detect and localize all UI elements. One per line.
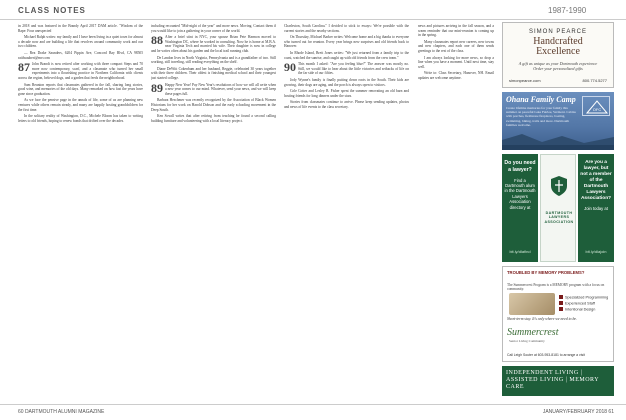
header-bar xyxy=(0,0,626,20)
living-options-banner xyxy=(502,366,614,396)
summercrest-logo: Summercrest xyxy=(507,327,559,338)
class-note: 89 Happy New Year! Pay New Year's resolutions of how we will all write when a new year comes to our mind. Whatever, send your news, and we will keep these pages full. xyxy=(151,80,276,96)
feature-item: Experienced Staff xyxy=(559,301,615,307)
brand-subtitle: Senior Living Community xyxy=(509,339,545,343)
class-note: De Landon lives in North Virginia, Pennsylvania and is a grandfather of two. Still working, still traveling, still reading everything on the shelf. xyxy=(151,55,276,65)
ad-headline: Handcrafted Excellence xyxy=(533,36,583,57)
class-note: Stories from classmates continue to arrive. Please keep sending updates, photos and news of life events to the class secretary. xyxy=(284,100,409,109)
box-text: Do you need a lawyer? Find a Dartmouth alum in the Dartmouth Lawyers Association directory at xyxy=(504,160,536,210)
class-note: Cole Cotter and Lesley B. Fisher spent the summer renovating an old barn and hosting friends for long dinners under the stars. xyxy=(284,89,409,98)
ad-website-link[interactable]: simonpearce.com xyxy=(509,78,541,83)
ad-subtext: The Summercrest Program is a MEMORY program with a focus on community. xyxy=(507,283,605,292)
simon-pearce-ad[interactable] xyxy=(502,22,614,88)
class-note: Diane DeWitt Cokenbum and her husband, Reggie, celebrated 30 years together with their three children. Their oldest is finishing medical school and their youngest just started college. xyxy=(151,66,276,80)
class-note: news and pictures arriving in the fall season, and a warm reminder that our mini-reunion is coming up in the spring. xyxy=(418,24,494,38)
association-name: DARTMOUTH LAWYERS ASSOCIATION xyxy=(544,211,574,224)
ad-headline: TROUBLED BY MEMORY PROBLEMS? xyxy=(507,270,585,275)
section-title: CLASS NOTES xyxy=(18,6,86,15)
page-footer xyxy=(0,404,626,420)
feature-item: Specialized Programming xyxy=(559,295,615,301)
class-year-number: 87 xyxy=(18,60,30,75)
class-note: Michael Ralph writes: my family and I have been living in a quiet town for almost a decade now and are building a life that revolves around community work and our two children. xyxy=(18,35,143,49)
ad-question: Short-term stay. It's only where we need to be. xyxy=(507,317,578,321)
ad-body: Create lifetime memories for your family this summer on peaceful Lake Fairlee, Vermont. Cabins with porches, fieldstone fireplaces, boating, swimming, biking, trails and more. Dartmouth families welcome. xyxy=(506,106,576,127)
column-2 xyxy=(151,24,276,400)
feature-list xyxy=(559,295,615,313)
class-note: On Thursday, Michael Barker writes: Welcome home and a big thanks to everyone who turned out for reunion. Every year brings new surprises and old friends back to Hanover. xyxy=(284,35,409,49)
box-text: Are you a lawyer, but not a member of the Dartmouth Lawyers Association? Join today at xyxy=(580,160,612,211)
footer-right: JANUARY/FEBRUARY 2018 61 xyxy=(542,409,614,415)
years-label: 1987-1990 xyxy=(548,6,587,15)
column-1 xyxy=(18,24,143,400)
column-3 xyxy=(284,24,409,400)
class-note: I am always looking for more news, so drop a line when you have a moment. Until next time, stay well. xyxy=(418,55,494,69)
class-note: Write to: Class Secretary, Hanover, NH. Email updates are welcome anytime. xyxy=(418,71,494,80)
checkbox-icon xyxy=(559,295,563,299)
ad-tagline: A gift as unique as your Dartmouth experience Order your personalized gifts xyxy=(518,61,598,71)
ad-phone: 800.774.5277 xyxy=(582,78,607,83)
checkbox-icon xyxy=(559,307,563,311)
class-note: Many classmates report new careers, new towns and new chapters, and each one of them sends greetings to the rest of the class. xyxy=(418,39,494,53)
lake-landscape-icon xyxy=(502,132,614,150)
feature-item: Intentional Design xyxy=(559,307,615,313)
class-note: 90 This month I asked: "Are you feeling blue?" The answer was mostly no. Still, we would like to hear about the little victories and setbacks of life on the far side of our fifties. xyxy=(284,60,409,76)
class-note: including recounted "Mid-night of the year" and more news. Moving. Contact them if you would like to join a gathering in your corner of the world. xyxy=(151,24,276,33)
class-year-number: 90 xyxy=(284,60,296,75)
find-lawyer-box[interactable] xyxy=(502,154,538,262)
svg-text:OFC: OFC xyxy=(592,107,602,112)
camp-logo-icon xyxy=(582,96,610,116)
class-note: In Rhode Island, Brett Jones writes: "We just returned from a family trip to the coast, watched the sunrise, and caught up with old friends from the crew team." xyxy=(284,50,409,60)
find-lawyer-link[interactable]: bit.ly/dlafind xyxy=(509,249,531,254)
class-note: Ken Sovall writes that after retiring from teaching he found a second calling building furniture and volunteering with a local literacy project. xyxy=(151,114,276,123)
class-note: As we face the pensive page in the annals of life, some of us are planning new ventures while others remain steady, and many are happily hosting grandchildren for the first time. xyxy=(18,98,143,112)
ad-headline: Ohana Family Camp xyxy=(506,95,576,104)
class-year-number: 89 xyxy=(151,80,163,95)
join-association-box[interactable] xyxy=(578,154,614,262)
class-note: 88 After a brief stint in NYC, your spouse Brian Pete Harmon moved to Washington DC, where he worked in consulting. Now he is home at M.B.A. near Virginia Tech and married his wife. Their daughter is now in college and he writes often about his garden and the local trail running club. xyxy=(151,33,276,53)
ad-photo xyxy=(509,293,555,315)
summercrest-ad[interactable] xyxy=(502,266,614,362)
class-note: Sam Reunion reports that classmates gathered in the fall, sharing long stories, good wine, and memories of the old days. Many remarked on how fast the years have gone since graduation. xyxy=(18,82,143,96)
checkbox-icon xyxy=(559,301,563,305)
ad-brand: SIMON PEARCE xyxy=(528,29,587,35)
class-year-number: 88 xyxy=(151,33,163,48)
class-note: 87 John Brandt is now retired after working with three compact Steps and 70 more now contemporary, scarf, and a classmate who turned her small experiments into a flourishing practice in Northern California with clients across the region, beloved dogs, and a garden that feeds the neighborhood. xyxy=(18,60,143,80)
class-note: — Rea Drake Saunders, 6204 Pippin Ave, Concord Bay Blvd, CA 98505 raithsaubert@me.com xyxy=(18,50,143,60)
class-note: Barbara Heschmer was recently recognized by the Association of Black Women Historians for her work on Harold Dobson and the early schooling movement in the Deep South. xyxy=(151,98,276,112)
shield-icon xyxy=(550,175,568,197)
class-note: in 2018 and was featured in the Brandy April 2017 DAM article. "Wisdom of the Rape: Four unexpected xyxy=(18,24,143,33)
class-note: Jody Wynne's family is finally putting down roots in the South. Their kids are growing, their dogs are aging, and the porch is always open to visitors. xyxy=(284,77,409,87)
lawyers-association-logo xyxy=(540,154,576,262)
footer-left: 60 DARTMOUTH ALUMNI MAGAZINE xyxy=(18,409,105,415)
banner-text: INDEPENDENT LIVING | ASSISTED LIVING | MEMORY CARE xyxy=(506,370,599,390)
class-note: In the solitary reality of Washington, D.C., Michele Bloom has taken to writing letters to old friends, hoping to renew bonds that drifted over the decades. xyxy=(18,114,143,123)
column-4 xyxy=(418,24,494,400)
class-note: Charleston, South Carolina." I decided to stick to essays: We're possible with the current stories and the nearby sections. xyxy=(284,24,409,33)
ad-contact: Call Leigh Souter at 603-953-8181 to arrange a visit xyxy=(507,353,585,357)
ohana-camp-ad[interactable] xyxy=(502,92,614,150)
join-association-link[interactable]: bit.ly/dlajoin xyxy=(585,249,607,254)
